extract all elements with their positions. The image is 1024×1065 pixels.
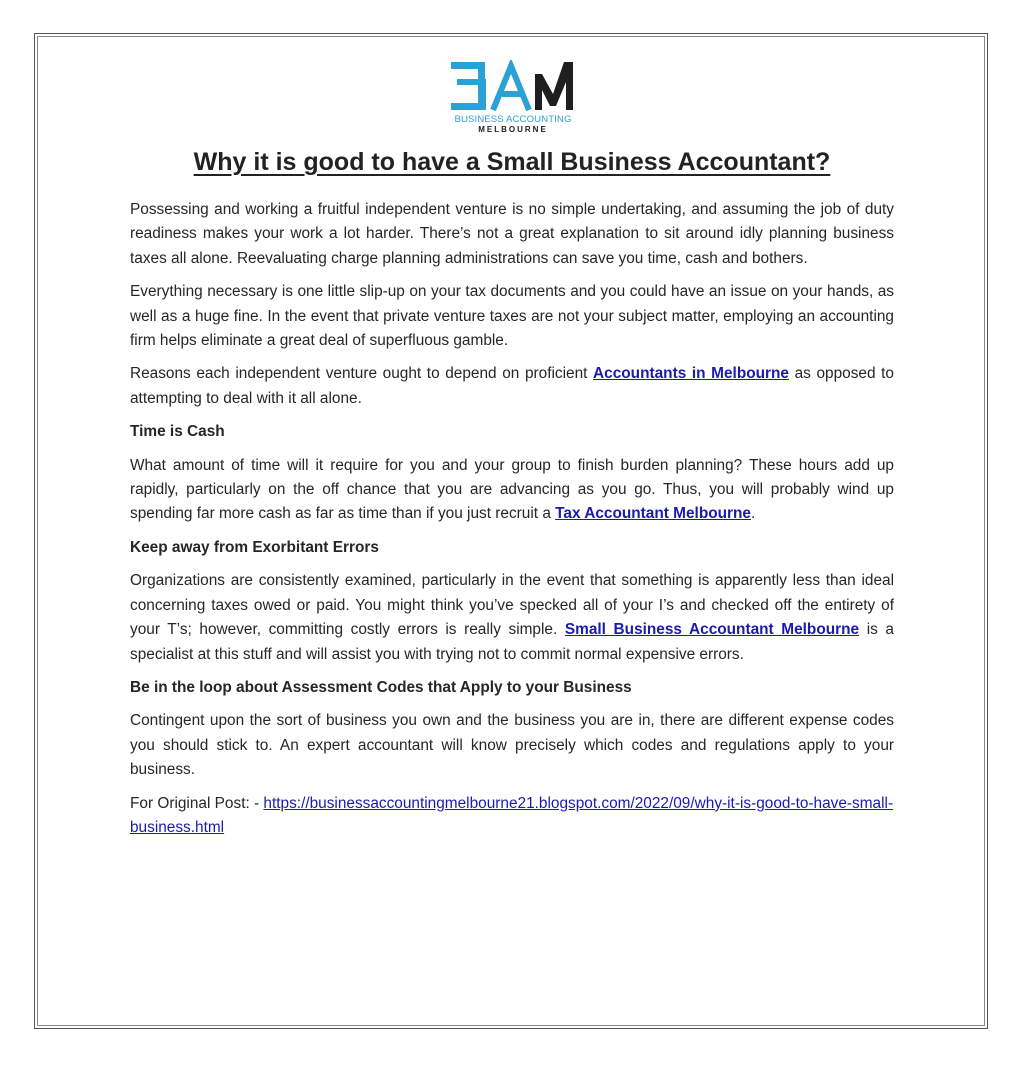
paragraph-codes: Contingent upon the sort of business you own and the business you are in, there are different expense codes you should stick to. An expert accountant will know precisely which codes and regulations apply to your business. [130,712,894,779]
text: For Original Post: - [130,794,264,812]
paragraph-time [130,454,894,527]
text: is a specialist at this stuff and will assist you with trying not to commit normal expensive errors. [130,621,894,663]
heading-time-is-cash: Time is Cash [130,423,225,441]
page-title: Why it is good to have a Small Business Accountant? [193,148,831,176]
heading-assessment-codes: Be in the loop about Assessment Codes that Apply to your Business [130,678,632,696]
text: . [750,505,756,523]
article-body [130,198,894,849]
accountants-in-melbourne-link[interactable]: Accountants in Melbourne [593,365,789,383]
paragraph-errors [130,569,894,667]
text: Organizations are consistently examined, particularly in the event that something is apparently less than ideal concerning taxes owed or paid. You might think you’ve specked all of your I’s and checked off the entirety of your T’s; however, committing costly errors is really simple. [130,572,894,639]
paragraph-mistakes: Everything necessary is one little slip-up on your tax documents and you could have an issue on your hands, as well as a huge fine. In the event that private venture taxes are not your subject matter, employing an accounting firm helps eliminate a great deal of superfluous gamble. [130,283,894,350]
paragraph-reasons [130,362,894,411]
tax-accountant-melbourne-link[interactable]: Tax Accountant Melbourne [555,505,751,523]
text: What amount of time will it require for you and your group to finish burden planning? These hours add up rapidly, particularly on the off chance that you are advancing as you go. Thus, you will probably wind up spending far more cash as far as time than if you just recruit a [130,456,894,523]
small-business-accountant-melbourne-link[interactable]: Small Business Accountant Melbourne [564,621,860,639]
logo-caption-melbourne: MELBOURNE [478,125,548,134]
heading-exorbitant-errors: Keep away from Exorbitant Errors [130,538,379,556]
paragraph-intro: Possessing and working a fruitful independent venture is no simple undertaking, and assuming the job of duty readiness makes your work a lot harder. There’s not a great explanation to sit around idly planning business taxes all alone. Reevaluating charge planning administrations can save you time, cash and bothers. [130,201,894,267]
original-post-link[interactable]: https://businessaccountingmelbourne21.blogspot.com/2022/09/why-it-is-good-to-have-small-business.html [130,794,894,836]
logo-caption-business-accounting: BUSINESS ACCOUNTING [454,114,572,125]
paragraph-original-post [130,792,894,841]
text: as opposed to attempting to deal with it all alone. [130,365,894,407]
text: Reasons each independent venture ought to depend on proficient [130,365,594,383]
